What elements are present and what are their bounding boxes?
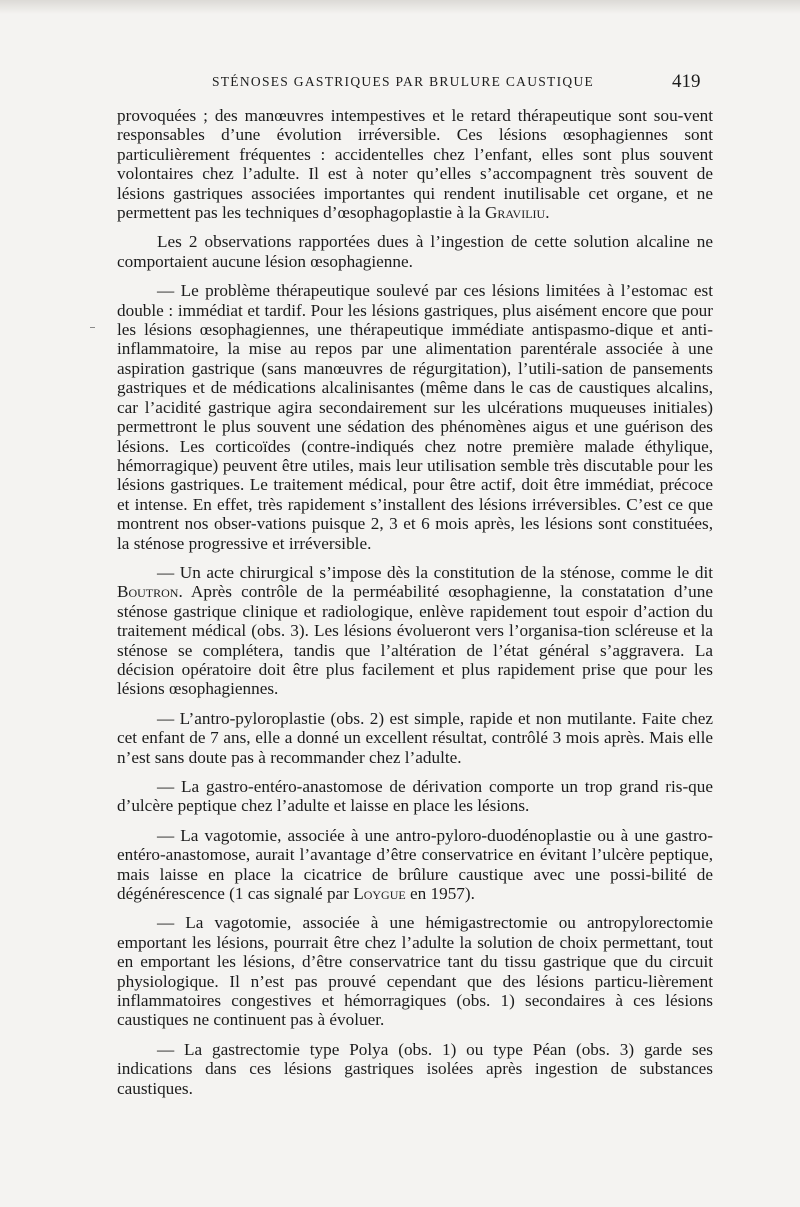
- running-header: [0, 71, 800, 98]
- paragraph: — La gastro-entéro-anastomose de dérivation comporte un trop grand ris-que d’ulcère peptique chez l’adulte et laisse en place les lésions.: [117, 777, 713, 816]
- scan-shadow: [0, 0, 800, 14]
- paragraph: — Le problème thérapeutique soulevé par ces lésions limitées à l’estomac est double : immédiat et tardif. Pour les lésions gastriques, plus aisément encore que pour les lésions œsophagiennes, une thérapeutique immédiate antispasmo-dique et anti-inflammatoire, la mise au repos par une alimentation parentérale associée à une aspiration gastrique (sans manœuvres de régurgitation), l’utili-sation de pansements gastriques et de médications alcalinisantes (même dans le cas de caustiques alcalins, car l’acidité gastrique agira secondairement sur les ulcérations muqueuses initiales) permettront le plus souvent une sédation des phénomènes aigus et une guérison des lésions. Les corticoïdes (contre-indiqués chez notre première malade éthylique, hémorragique) peuvent être utiles, mais leur utilisation semble très discutable pour les lésions gastriques. Le traitement médical, pour être actif, doit être immédiat, précoce et intense. En effet, très rapidement s’installent des lésions irréversibles. C’est ce que montrent nos obser-vations puisque 2, 3 et 6 mois après, les lésions sont constituées, la sténose progressive et irréversible.: [117, 281, 713, 553]
- paragraph: [117, 826, 713, 904]
- margin-mark: [90, 327, 95, 328]
- paragraph: — L’antro-pyloroplastie (obs. 2) est simple, rapide et non mutilante. Faite chez cet enfant de 7 ans, elle a donné un excellent résultat, contrôlé 3 mois après. Mais elle n’est sans doute pas à recommander chez l’adulte.: [117, 708, 713, 767]
- text-run: . Après contrôle de la perméabilité œsophagienne, la constatation d’une sténose gastrique clinique et radiologique, enlève rapidement tout espoir d’action du traitement médical (obs. 3). Les lésions évolueront vers l’organisa-tion scléreuse et la sténose se complétera, tandis que l’altération de l’état général s’aggravera. La décision opératoire doit être plus facilement et plus rapidement prise que pour les lésions œsophagiennes.: [117, 582, 713, 699]
- paragraph: — La gastrectomie type Polya (obs. 1) ou type Péan (obs. 3) garde ses indications dans ces lésions gastriques isolées après ingestion de substances caustiques.: [117, 1039, 713, 1098]
- text-run: .: [545, 203, 550, 223]
- text-run: — La vagotomie, associée à une antro-pyloro-duodénoplastie ou à une gastro-entéro-anastomose, aurait l’avantage d’être conservatrice en évitant l’ulcère peptique, mais laisse en place la cicatrice de brûlure caustique avec une possi-bilité de dégénérescence (1 cas signalé par: [117, 825, 713, 904]
- running-title: STÉNOSES GASTRIQUES PAR BRULURE CAUSTIQUE: [211, 74, 595, 89]
- author-name: Loygue: [353, 884, 406, 904]
- paragraph: — La vagotomie, associée à une hémigastrectomie ou antropylorectomie emportant les lésions, pourrait être chez l’adulte la solution de choix permettant, tout en emportant les lésions, d’être conservatrice tant du tissu gastrique que du circuit physiologique. Il n’est pas prouvé cependant que des lésions particu-lièrement inflammatoires congestives et hémorragiques (obs. 1) secondaires à ces lésions caustiques ne continuent pas à évoluer.: [117, 913, 713, 1030]
- text-run: en 1957).: [405, 884, 475, 904]
- author-name: Graviliu: [485, 203, 546, 223]
- page-number: 419: [672, 71, 701, 92]
- body-text: [117, 106, 713, 1098]
- text-run: provoquées ; des manœuvres intempestives et le retard thérapeutique sont sou-vent responsables d’une évolution irréversible. Ces lésions œsophagiennes sont particulièrement fréquentes : accidentelles chez l’enfant, elles sont plus souvent volontaires chez l’adulte. Il est à noter qu’elles s’accompagnent très souvent de lésions gastriques associées importantes qui rendent inutilisable cet organe, et ne permettent pas les techniques d’œsophagoplastie à la: [117, 106, 713, 223]
- author-name: Boutron: [117, 582, 179, 602]
- paragraph: [117, 106, 713, 222]
- paragraph: Les 2 observations rapportées dues à l’ingestion de cette solution alcaline ne comportaient aucune lésion œsophagienne.: [117, 232, 713, 271]
- paragraph: [117, 563, 713, 699]
- text-run: — Un acte chirurgical s’impose dès la constitution de la sténose, comme le dit: [157, 562, 713, 582]
